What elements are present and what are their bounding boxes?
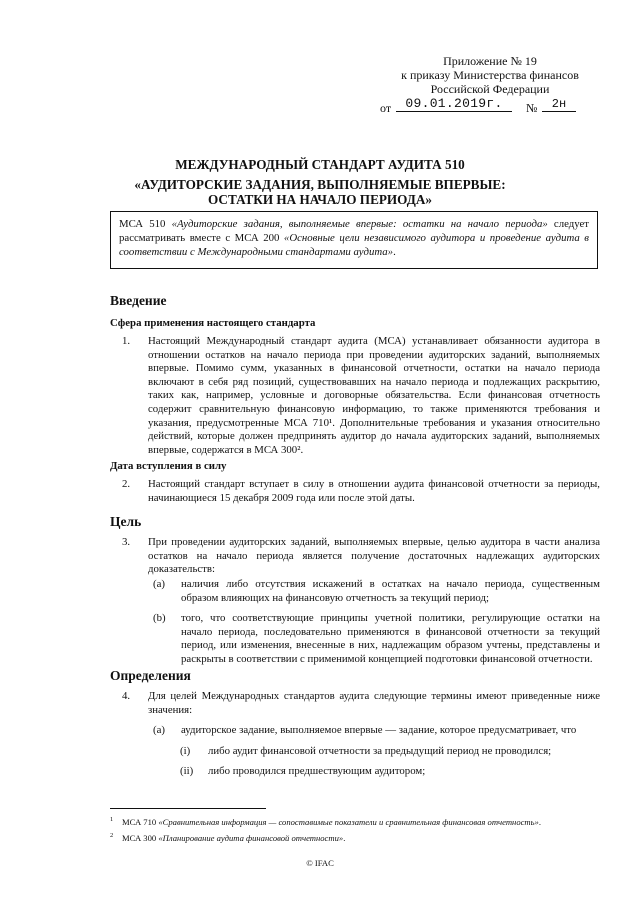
paragraph-number: 2. (122, 478, 131, 490)
appendix-header (370, 54, 610, 115)
page-footer-copyright: © IFAC (306, 858, 334, 868)
paragraph-text: Настоящий стандарт вступает в силу в отношении аудита финансовой отчетности за периоды, начинающиеся 15 декабря 2009 года или после этой даты. (148, 478, 600, 504)
paragraph-number: 1. (122, 335, 131, 347)
item-text: наличия либо отсутствия искажений в остатках на начало периода, существенным образом влияющих на финансовую отчетность за текущий период; (181, 578, 600, 604)
footnote-divider (110, 808, 266, 809)
paragraph-3 (110, 536, 600, 577)
heading-scope: Сфера применения настоящего стандарта (110, 317, 316, 329)
footnote-standard: МСА 710 (122, 817, 159, 827)
footnote-end: . (538, 817, 541, 827)
paragraph-4a (148, 724, 600, 738)
appendix-federation: Российской Федерации (430, 82, 550, 96)
subitem-label: (ii) (180, 765, 194, 777)
item-text: того, что соответствующие принципы учетной политики, регулирующие остатки на начало периода, последовательно применяются в финансовой отчетности за текущий период, или изменения, внесенные в них, надлежащим образом учтены, представлены и раскрыты в соответствии с применимой концепцией подготовки финансовой отчетности. (181, 612, 600, 665)
item-label: (b) (153, 612, 166, 624)
appendix-number: Приложение № 19 (443, 54, 537, 68)
heading-objective: Цель (110, 514, 142, 529)
heading-definitions: Определения (110, 668, 191, 683)
abstract-italic-1: «Аудиторские задания, выполняемые впервые: остатки на начало периода» (171, 218, 548, 230)
paragraph-text: Для целей Международных стандартов аудита следующие термины имеют приведенные ниже значения: (148, 690, 600, 716)
footnote-standard: МСА 300 (122, 833, 159, 843)
standard-title: МЕЖДУНАРОДНЫЙ СТАНДАРТ АУДИТА 510 (175, 157, 465, 172)
footnote-mark: 2 (110, 832, 114, 839)
abstract-text-2: следует рассматривать вместе с МСА 200 (119, 218, 589, 244)
appendix-order: к приказу Министерства финансов (401, 68, 579, 82)
paragraph-2 (110, 478, 600, 505)
order-date: 09.01.2019г. (396, 97, 512, 112)
footnote-end: . (343, 833, 346, 843)
heading-effective-date: Дата вступления в силу (110, 460, 227, 472)
abstract-box (110, 211, 598, 269)
appendix-dateline (370, 97, 610, 115)
subitem-text: либо аудит финансовой отчетности за предыдущий период не проводился; (208, 745, 552, 757)
paragraph-4a-i (178, 745, 600, 759)
footnote-1 (110, 817, 600, 828)
paragraph-4 (110, 690, 600, 717)
abstract-italic-2: «Основные цели независимого аудитора и проведение аудита в соответствии с Международными стандартами аудита» (119, 232, 589, 258)
paragraph-text: При проведении аудиторских заданий, выполняемых впервые, целью аудитора в части анализа остатков на начало периода является получение достаточных надлежащих аудиторских доказательств: (148, 536, 600, 576)
footnote-2 (110, 833, 600, 844)
order-number: 2н (542, 97, 576, 112)
footnote-mark: 1 (110, 816, 114, 823)
paragraph-1 (110, 335, 600, 457)
paragraph-3b (148, 612, 600, 666)
subitem-text: либо проводился предшествующим аудитором; (208, 765, 426, 777)
paragraph-3a (148, 578, 600, 605)
heading-intro: Введение (110, 293, 167, 308)
paragraph-text: Настоящий Международный стандарт аудита (МСА) устанавливает обязанности аудитора в отношении остатков на начало периода при проведении аудиторских заданий, выполняемых впервые. Помимо сумм, указанных в финансовой отчетности, остатки на начало периода включают в себя ряд позиций, существовавших на начало периода и подлежащих раскрытию, таких как, например, условные и договорные обязательства. Если финансовая отчетность содержит сравнительную финансовую информацию, то также применяются требования и указания, предусмотренные МСА 710¹. Дополнительные требования и указания относительно действий, которые должен предпринять аудитор до начала аудиторских заданий, выполняемых впервые, содержатся в МСА 300². (148, 335, 600, 456)
item-label: (а) (153, 578, 165, 590)
item-text: аудиторское задание, выполняемое впервые — задание, которое предусматривает, что (181, 724, 577, 736)
footnote-title: «Сравнительная информация — сопоставимые показатели и сравнительная финансовая отчетность» (158, 817, 539, 827)
from-label: от (380, 101, 392, 115)
number-label: № (526, 101, 538, 115)
standard-subtitle-line2: ОСТАТКИ НА НАЧАЛО ПЕРИОДА» (208, 192, 432, 207)
paragraph-number: 4. (122, 690, 131, 702)
paragraph-4a-ii (178, 765, 600, 779)
subitem-label: (i) (180, 745, 191, 757)
footnote-title: «Планирование аудита финансовой отчетности» (158, 833, 344, 843)
standard-subtitle-line1: «АУДИТОРСКИЕ ЗАДАНИЯ, ВЫПОЛНЯЕМЫЕ ВПЕРВЫЕ: (134, 177, 506, 192)
abstract-text-1: МСА 510 (119, 218, 172, 230)
paragraph-number: 3. (122, 536, 131, 548)
abstract-text-3: . (393, 246, 396, 258)
item-label: (а) (153, 724, 165, 736)
